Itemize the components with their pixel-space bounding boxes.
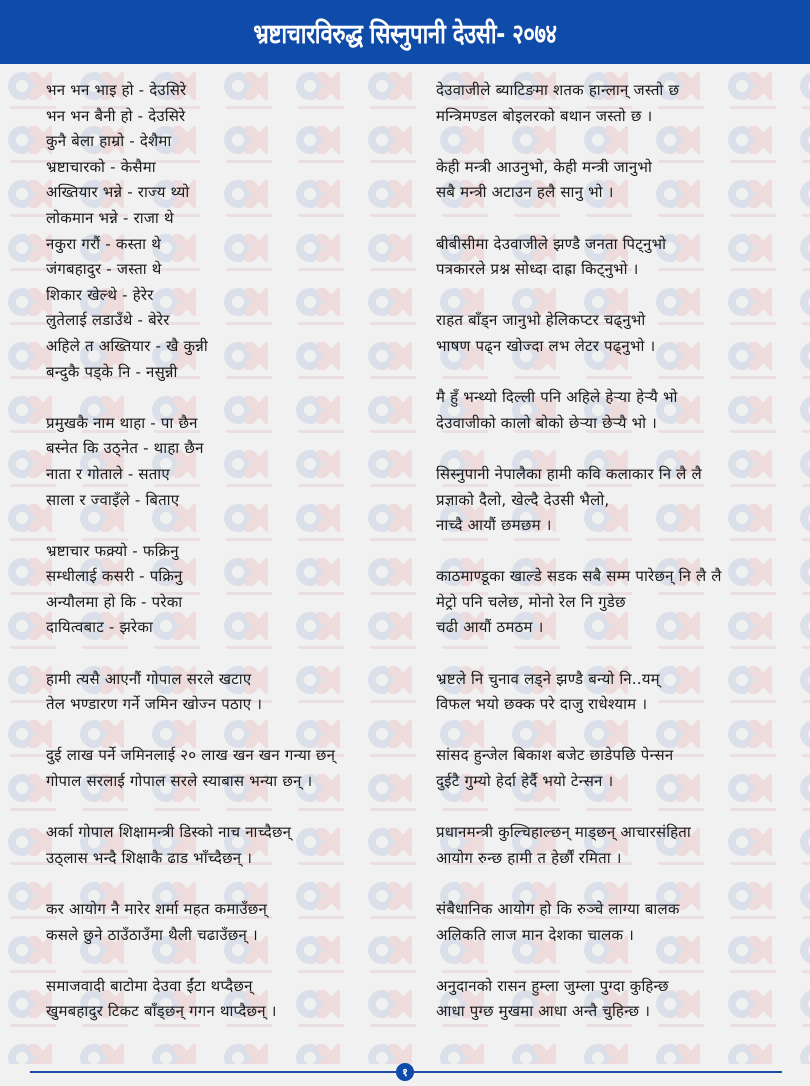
verse-line: समाजवादी बाटोमा देउवा ईंटा थप्दैछन् <box>46 976 253 995</box>
verse-line: सबै मन्त्री अटाउन हलै सानु भो । <box>436 183 614 202</box>
verse-line: भाषण पढ्न खोज्दा लभ लेटर पढ्नुभो । <box>436 336 656 355</box>
verse-line: सम्धीलाई कसरी - पक्रिनु <box>46 567 183 586</box>
verse-line: अख्तियार भन्ने - राज्य थ्यो <box>46 183 190 202</box>
verse-stanza <box>436 974 806 1025</box>
verse-stanza <box>46 667 406 718</box>
page-number-badge: १ <box>396 1063 414 1081</box>
verse-line: हामी त्यसै आएनौं गोपाल सरले खटाए <box>46 669 252 688</box>
verse-line: बन्दुकै पड्के नि - नसुन्नी <box>46 362 178 381</box>
verse-line: देउवाजीले ब्याटिङमा शतक हान्लान् जस्तो छ <box>436 81 680 99</box>
verse-line: अलिकति लाज मान देशका चालक । <box>436 925 635 944</box>
verse-line: दुईटै गुम्यो हेर्दा हेर्दै भयो टेन्सन । <box>436 772 614 791</box>
verse-stanza <box>46 897 406 948</box>
verse-stanza <box>436 564 806 641</box>
verse-line: भ्रष्टाचारको - केसैमा <box>46 157 156 176</box>
verse-line: अर्का गोपाल शिक्षामन्त्री डिस्को नाच नाच्दैछन् <box>46 823 292 842</box>
right-column <box>436 78 806 1051</box>
verse-line: संबैधानिक आयोग हो कि रुञ्चे लाग्या बालक <box>436 900 680 918</box>
verse-line: प्रधानमन्त्री कुल्चिहाल्छन् माड्छन् आचारसंहिता <box>436 823 691 842</box>
verse-stanza <box>436 155 806 206</box>
verse-stanza <box>46 743 406 794</box>
verse-line: साला र ज्वाइँले - बिताए <box>46 490 180 509</box>
verse-line: राहत बाँड्न जानुभो हेलिकप्टर चढ्नुभो <box>436 311 646 330</box>
verse-line: बीबीसीमा देउवाजीले झण्डै जनता पिट्नुभो <box>436 234 667 253</box>
verse-line: आयोग रुन्छ हामी त हेर्छौं रमिता । <box>436 848 622 867</box>
verse-line: नाच्दै आयौं छमछम । <box>436 516 552 535</box>
verse-stanza <box>436 78 806 129</box>
verse-line: अनुदानको रासन हुम्ला जुम्ला पुग्दा कुहिन्छ <box>436 976 669 995</box>
verse-line: देउवाजीको कालो बोको छेर्‍या छेर्‍यै भो । <box>436 413 658 432</box>
verse-stanza <box>436 743 806 794</box>
verse-line: कसले छुने ठाउँठाउँमा थैली चढाउँछन् । <box>46 925 258 944</box>
verse-line: कर आयोग नै मारेर शर्मा महत कमाउँछन् <box>46 900 268 918</box>
verse-line: खुमबहादुर टिकट बाँड्छन् गगन थाप्दैछन् । <box>46 1002 277 1021</box>
verse-line: काठमाण्डूका खाल्डे सडक सबै सम्म पारेछन् नि लै लै <box>436 567 722 586</box>
verse-line: नाता र गोताले - सताए <box>46 464 170 483</box>
verse-line: शिकार खेल्थे - हेरेर <box>46 285 154 304</box>
verse-line: नकुरा गरौं - कस्ता थे <box>46 234 161 253</box>
verse-line: मै हुँ भन्थ्यो दिल्ली पनि अहिले हेर्‍या हेर्‍यै भो <box>436 388 678 407</box>
verse-line: अन्यौलमा हो कि - परेका <box>46 592 183 611</box>
verse-line: सांसद हुन्जेल बिकाश बजेट छाडेपछि पेन्सन <box>436 746 674 765</box>
verse-stanza <box>46 539 406 641</box>
verse-line: मन्त्रिमण्डल बोइलरको बथान जस्तो छ । <box>436 106 653 125</box>
page-title: भ्रष्टाचारविरुद्ध सिस्नुपानी देउसी- २०७४ <box>253 18 557 50</box>
verse-line: गोपाल सरलाई गोपाल सरले स्याबास भन्या छन् । <box>46 772 313 791</box>
verse-line: भन भन बैनी हो - देउसिरे <box>46 106 186 125</box>
verse-line: भ्रष्टाचार फक्र्यो - फक्रिनु <box>46 541 179 560</box>
verse-line: लुतेलाई लडाउँथे - बेरेर <box>46 311 170 330</box>
verse-line: तेल भण्डारण गर्ने जमिन खोज्न पठाए । <box>46 695 263 714</box>
verse-line: लोकमान भन्ने - राजा थे <box>46 208 174 227</box>
verse-line: विफल भयो छक्क परे दाजु राधेश्याम । <box>436 695 648 714</box>
verse-line: भन भन भाइ हो - देउसिरे <box>46 81 187 99</box>
verse-line: केही मन्त्री आउनुभो, केही मन्त्री जानुभो <box>436 157 653 176</box>
page-header <box>0 0 810 64</box>
verse-stanza <box>46 820 406 871</box>
verse-line: चढी आयौं ठमठम । <box>436 618 544 637</box>
verse-line: अहिले त अख्तियार - खै कुन्नी <box>46 336 208 355</box>
verse-stanza <box>436 308 806 359</box>
verse-line: उठ्लास भन्दै शिक्षाकै ढाड भाँच्दैछन् । <box>46 848 253 867</box>
verse-line: बस्नेत कि उठ्नेत - थाहा छैन <box>46 439 204 458</box>
verse-line: मेट्रो पनि चलेछ, मोनो रेल नि गुडेछ <box>436 592 626 611</box>
verse-line: आधा पुग्छ मुखमा आधा अन्तै चुहिन्छ । <box>436 1002 651 1021</box>
verse-stanza <box>436 897 806 948</box>
verse-stanza <box>436 385 806 436</box>
verse-stanza <box>46 411 406 513</box>
verse-line: प्रमुखकै नाम थाहा - पा छैन <box>46 413 198 432</box>
verse-line: भ्रष्टले नि चुनाव लड्ने झण्डै बन्यो नि..यम् <box>436 669 660 688</box>
verse-stanza <box>436 232 806 283</box>
verse-stanza <box>436 667 806 718</box>
verse-line: जंगबहादुर - जस्ता थे <box>46 260 162 279</box>
verse-line: कुनै बेला हाम्रो - देशैमा <box>46 132 172 151</box>
verse-line: दायित्वबाट - झरेका <box>46 618 153 637</box>
verse-line: सिस्नुपानी नेपालैका हामी कवि कलाकार नि लै लै <box>436 464 702 483</box>
verse-stanza <box>436 462 806 539</box>
verse-line: दुई लाख पर्ने जमिनलाई २० लाख खन खन गन्या छन् <box>46 746 336 765</box>
verse-line: प्रज्ञाको दैलो, खेल्दै देउसी भैलो, <box>436 490 610 509</box>
verse-stanza <box>436 820 806 871</box>
verse-stanza <box>46 974 406 1025</box>
left-column <box>46 78 406 1051</box>
verse-stanza <box>46 78 406 385</box>
verse-line: पत्रकारले प्रश्न सोध्दा दाह्रा किट्नुभो । <box>436 260 639 279</box>
